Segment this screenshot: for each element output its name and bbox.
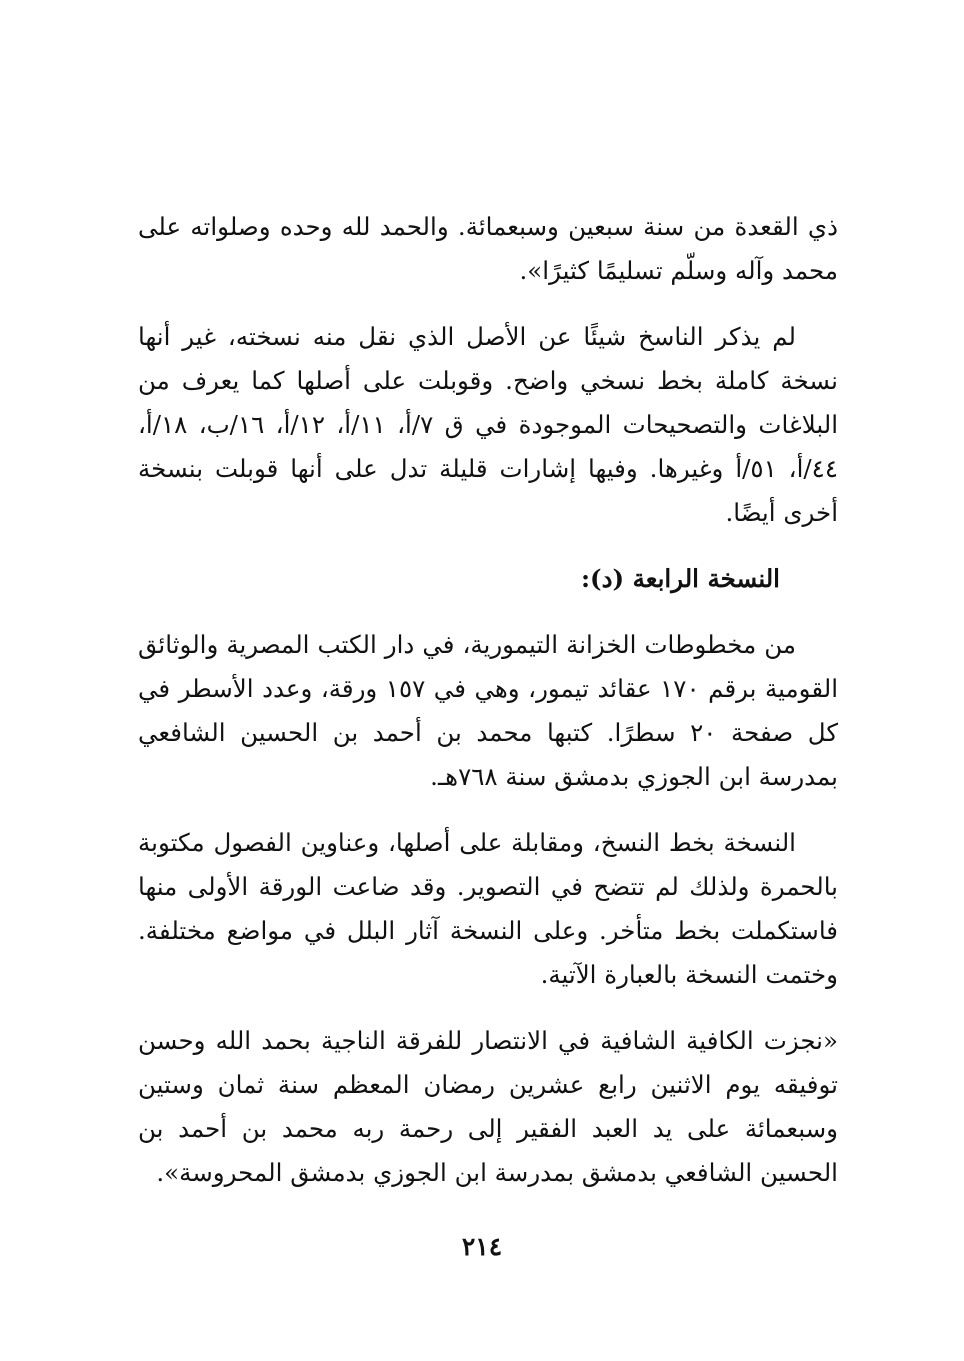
paragraph-manuscript-location: من مخطوطات الخزانة التيمورية، في دار الكتب المصرية والوثائق القومية برقم ١٧٠ عقائد تيمور، وهي في ١٥٧ ورقة، وعدد الأسطر في كل صفحة ٢٠ سطرًا. كتبها محمد بن أحمد بن الحسين الشافعي بمدرسة ابن الجوزي بدمشق سنة ٧٦٨هـ. [138,630,838,791]
paragraph-manuscript-script: النسخة بخط النسخ، ومقابلة على أصلها، وعناوين الفصول مكتوبة بالحمرة ولذلك لم تتضح في التصوير. وقد ضاعت الورقة الأولى منها فاستكملت بخط متأخر. وعلى النسخة آثار البلل في مواضع مختلفة. وختمت النسخة بالعبارة الآتية. [138,828,838,989]
paragraph-manuscript-description: لم يذكر الناسخ شيئًا عن الأصل الذي نقل منه نسخته، غير أنها نسخة كاملة بخط نسخي واضح. وقوبلت على أصلها كما يعرف من البلاغات والتصحيحات الموجودة في ق ٧/أ، ١١/أ، ١٢/أ، ١٦/ب، ١٨/أ، ٤٤/أ، ٥١/أ وغيرها. وفيها إشارات قليلة تدل على أنها قوبلت بنسخة أخرى أيضًا. [138,322,839,527]
page-body [138,205,838,1217]
paragraph-quoted-colophon: «نجزت الكافية الشافية في الانتصار للفرقة الناجية بحمد الله وحسن توفيقه يوم الاثنين رابع عشرين رمضان المعظم سنة ثمان وستين وسبعمائة على يد العبد الفقير إلى رحمة ربه محمد بن أحمد بن الحسين الشافعي بدمشق بمدرسة ابن الجوزي بدمشق المحروسة». [138,1026,838,1187]
paragraph-closing-colophon: ذي القعدة من سنة سبعين وسبعمائة. والحمد لله وحده وصلواته على محمد وآله وسلّم تسليمًا كثيرًا». [138,212,838,285]
page-number: ٢١٤ [461,1232,503,1261]
section-heading: النسخة الرابعة (د): [580,564,780,593]
